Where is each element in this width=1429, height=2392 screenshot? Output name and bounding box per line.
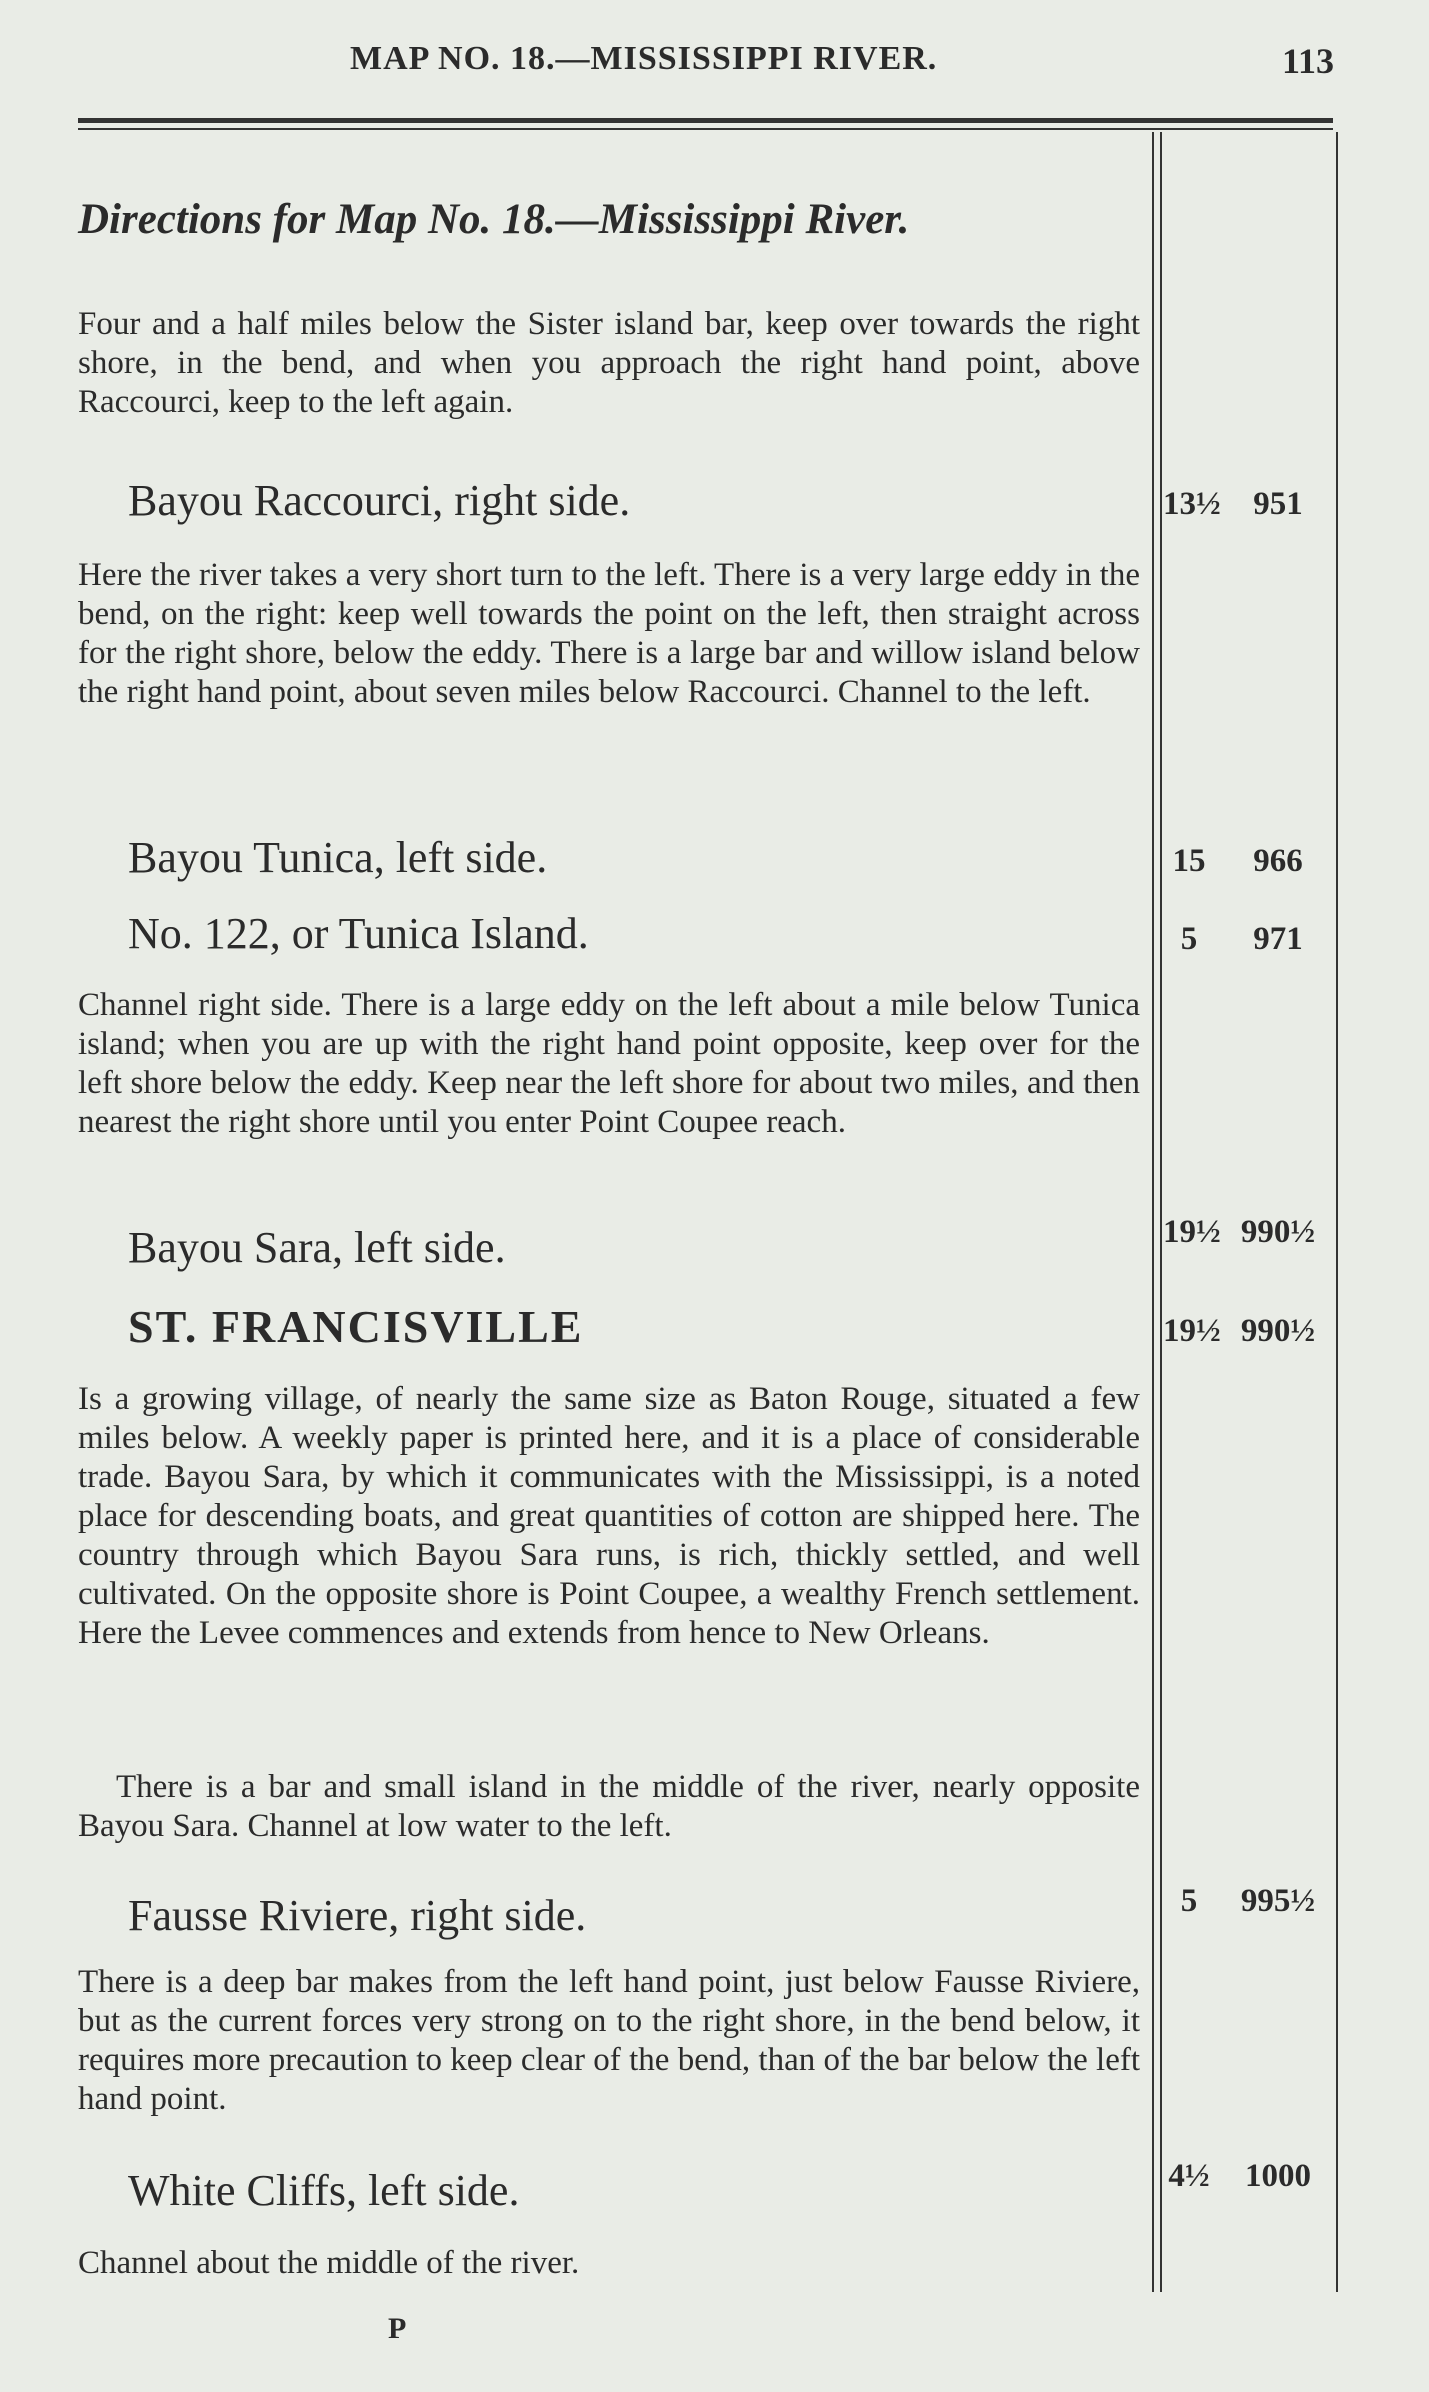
entry-total: 995½	[1240, 1883, 1316, 1919]
entry-distance: 19½	[1163, 1214, 1221, 1250]
signature-mark: P	[388, 2312, 407, 2345]
paragraph: There is a deep bar makes from the left hand point, just below Fausse Riviere, but as the current forces very strong on to the right shore, in the bend below, it requires more precaution to keep clear of the bend, than of the bar below the left hand point.	[78, 1964, 1140, 2117]
paragraph: Channel about the middle of the river.	[78, 2245, 580, 2281]
entry-total: 1000	[1245, 2158, 1311, 2194]
header-rule-thick	[78, 118, 1333, 123]
entry-name: No. 122, or Tunica Island.	[128, 909, 589, 958]
entry-name: Bayou Sara, left side.	[128, 1223, 506, 1272]
entry-total: 990½	[1240, 1313, 1316, 1349]
page-number: 113	[1282, 41, 1335, 81]
paragraph: There is a bar and small island in the middle of the river, nearly opposite Bayou Sara. Channel at low water to the left.	[78, 1769, 1140, 1844]
entry-distance: 5	[1180, 1883, 1198, 1919]
entry-distance: 5	[1180, 921, 1198, 957]
running-head: MAP NO. 18.—MISSISSIPPI RIVER.	[350, 40, 938, 77]
entry-distance: 13½	[1163, 486, 1221, 522]
entry-distance: 15	[1172, 843, 1206, 879]
entry-name: ST. FRANCISVILLE	[128, 1301, 584, 1352]
entry-name: Bayou Raccourci, right side.	[128, 476, 631, 525]
entry-total: 951	[1253, 486, 1303, 522]
column-rule-left-outer	[1152, 132, 1154, 2292]
paragraph: Here the river takes a very short turn to the left. There is a very large eddy in the bend, on the right: keep well towards the point on the left, then straight across for the right shore, below the eddy. There is a large bar and willow island below the right hand point, about seven miles below Raccourci. Channel to the left.	[78, 557, 1140, 710]
entry-distance: 4½	[1168, 2158, 1210, 2194]
column-rule-right	[1336, 132, 1338, 2292]
paragraph: Four and a half miles below the Sister island bar, keep over towards the right shore, in the bend, and when you approach the right hand point, above Raccourci, keep to the left again.	[78, 306, 1140, 420]
entry-name: White Cliffs, left side.	[128, 2166, 520, 2215]
entry-name: Bayou Tunica, left side.	[128, 833, 548, 882]
entry-total: 966	[1253, 843, 1303, 879]
paragraph: Channel right side. There is a large eddy on the left about a mile below Tunica island; when you are up with the right hand point opposite, keep over for the left shore below the eddy. Keep near the left shore for about two miles, and then nearest the right shore until you enter Point Coupee reach.	[78, 987, 1140, 1140]
paragraph: Is a growing village, of nearly the same size as Baton Rouge, situated a few miles below. A weekly paper is printed here, and it is a place of considerable trade. Bayou Sara, by which it communicates with the Mississippi, is a noted place for descending boats, and great quantities of cotton are shipped here. The country through which Bayou Sara runs, is rich, thickly settled, and well cultivated. On the opposite shore is Point Coupee, a wealthy French settlement. Here the Levee commences and extends from hence to New Orleans.	[78, 1381, 1140, 1651]
column-rule-left-inner	[1160, 132, 1162, 2292]
section-title: Directions for Map No. 18.—Mississippi River.	[78, 196, 910, 243]
entry-name: Fausse Riviere, right side.	[128, 1891, 587, 1940]
entry-total: 971	[1253, 921, 1303, 957]
entry-distance: 19½	[1163, 1313, 1221, 1349]
entry-total: 990½	[1240, 1214, 1316, 1250]
header-rule-thin	[78, 128, 1333, 130]
